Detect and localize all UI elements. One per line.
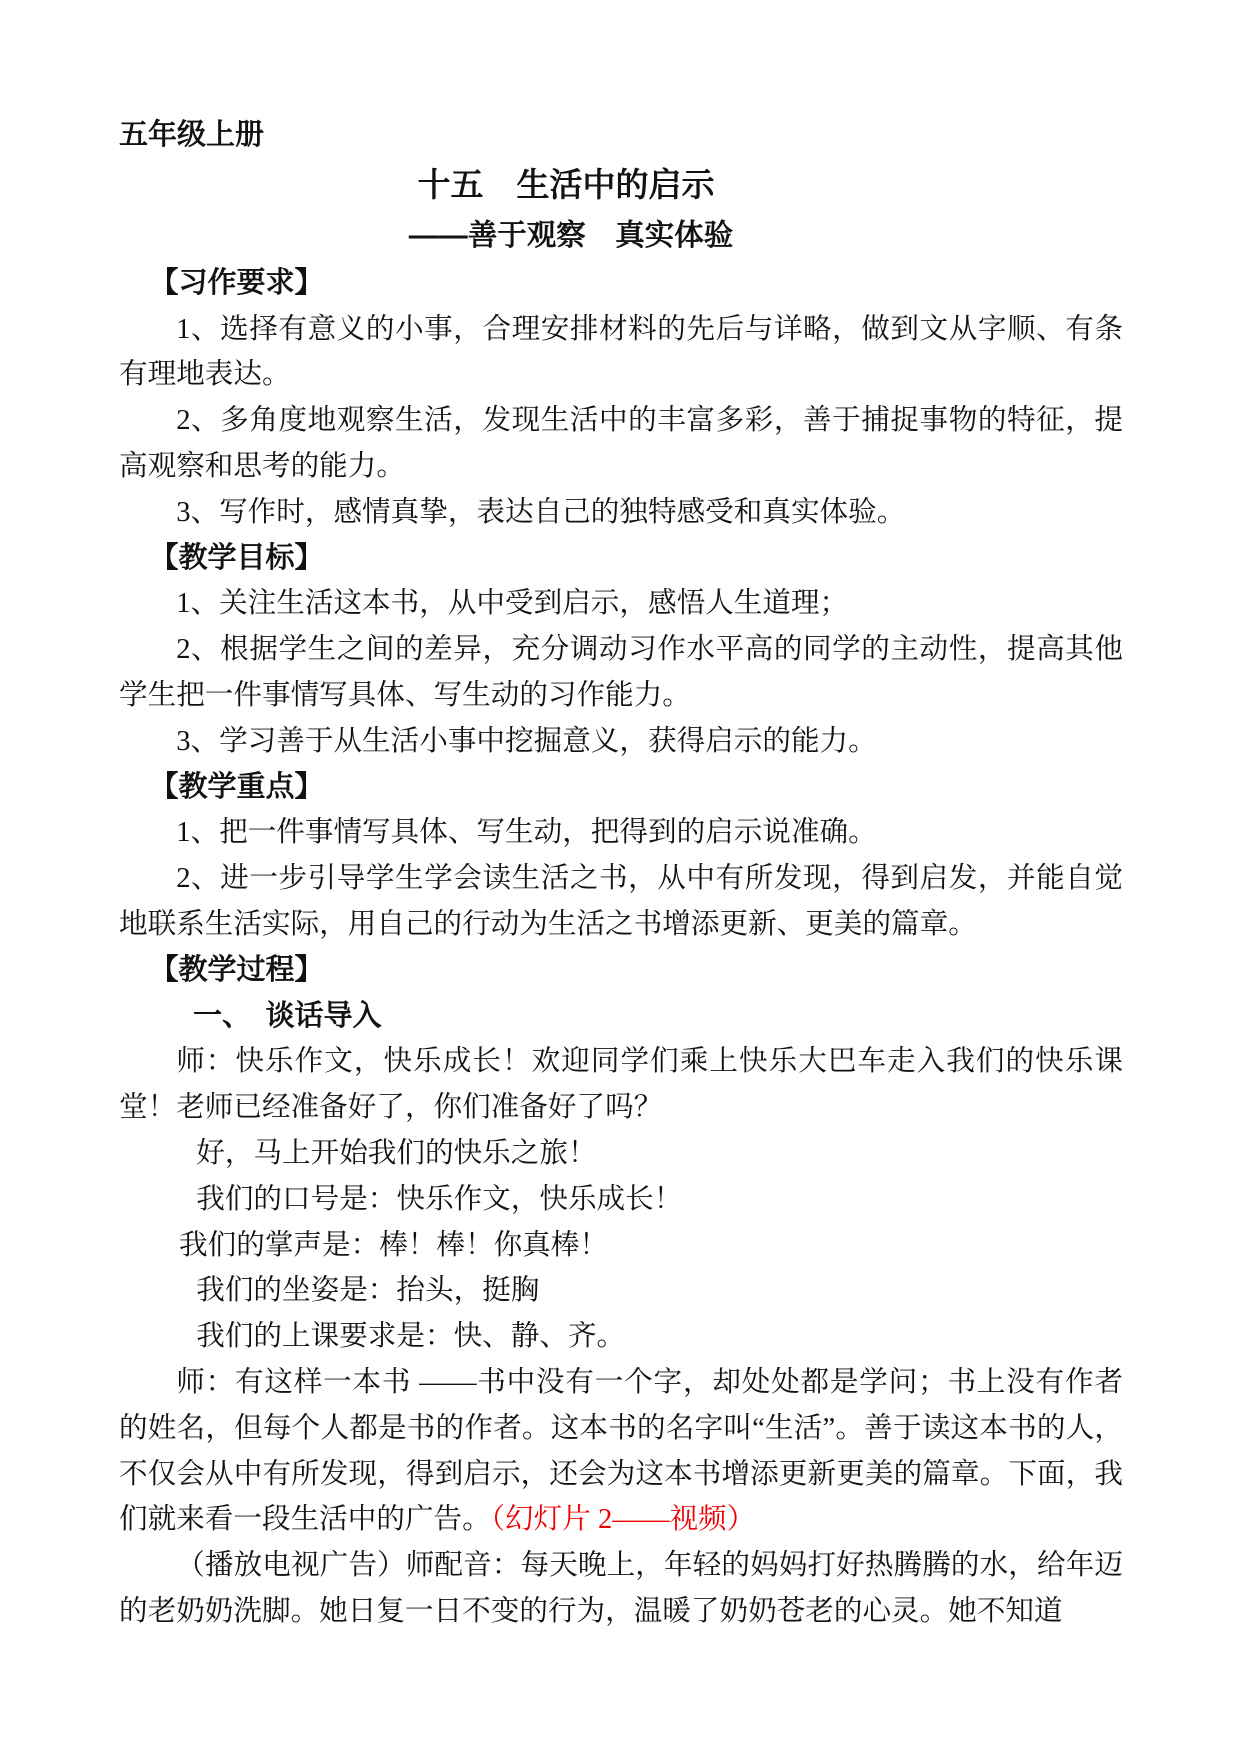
- section-heading-teaching-objectives: 【教学目标】: [149, 541, 324, 574]
- dialogue-line-posture: 我们的坐姿是：抬头，挺胸: [196, 1275, 540, 1307]
- teaching-keypoint-item-2: 2、进一步引导学生学会读生活之书，从中有所发现，得到启发，并能自觉地联系生活实际，用自己的行动为生活之书增添更新、更美的篇章。: [119, 863, 1123, 940]
- section-heading-teaching-process: 【教学过程】: [149, 953, 324, 986]
- dialogue-line-slogan: 我们的口号是：快乐作文，快乐成长！: [196, 1183, 683, 1215]
- teaching-objective-item-2: 2、根据学生之间的差异，充分调动习作水平高的同学的主动性，提高其他学生把一件事情写具体、写生动的习作能力。: [119, 634, 1123, 711]
- section-heading-teaching-keypoints: 【教学重点】: [149, 770, 324, 803]
- grade-label: 五年级上册: [119, 119, 265, 151]
- doc-title: 十五 生活中的启示: [417, 165, 715, 203]
- teaching-objective-item-3: 3、学习善于从生活小事中挖掘意义，获得启示的能力。: [176, 725, 877, 757]
- teacher-opening-line: 师：快乐作文，快乐成长！欢迎同学们乘上快乐大巴车走入我们的快乐课堂！老师已经准备好了，你们准备好了吗？: [119, 1046, 1123, 1124]
- slide-note: （幻灯片 2——视频）: [490, 1504, 756, 1536]
- writing-requirement-item-3: 3、写作时，感情真挚，表达自己的独特感受和真实体验。: [176, 496, 906, 528]
- teaching-keypoint-item-1: 1、把一件事情写具体、写生动，把得到的启示说准确。: [176, 817, 877, 849]
- step-title-talk-introduction: 一、 谈话导入: [192, 999, 382, 1032]
- writing-requirement-item-2: 2、多角度地观察生活，发现生活中的丰富多彩，善于捕捉事物的特征，提高观察和思考的能力。: [119, 405, 1123, 482]
- doc-subtitle: ——善于观察 真实体验: [408, 218, 734, 252]
- book-intro-paragraph: [119, 1360, 1123, 1543]
- teaching-objective-item-1: 1、关注生活这本书，从中受到启示，感悟人生道理；: [176, 588, 849, 620]
- dialogue-line-class-rules: 我们的上课要求是：快、静、齐。: [196, 1321, 626, 1353]
- dialogue-line-start-journey: 好，马上开始我们的快乐之旅！: [196, 1137, 597, 1169]
- ad-paragraph: （播放电视广告）师配音：每天晚上，年轻的妈妈打好热腾腾的水，给年迈的老奶奶洗脚。她日复一日不变的行为，温暖了奶奶苍老的心灵。她不知道: [119, 1550, 1123, 1627]
- section-heading-writing-requirements: 【习作要求】: [149, 266, 324, 299]
- writing-requirement-item-1: 1、选择有意义的小事，合理安排材料的先后与详略，做到文从字顺、有条有理地表达。: [119, 313, 1123, 391]
- book-intro-text: 师：有这样一本书 ——书中没有一个字，却处处都是学问；书上没有作者的姓名，但每个人都是书的作者。这本书的名字叫“生活”。善于读这本书的人，不仅会从中有所发现，得到启示，还会为这本书增添更新更美的篇章。下面，我们就来看一段生活中的广告。: [119, 1366, 1123, 1536]
- dialogue-line-applause: 我们的掌声是：棒！棒！你真棒！: [179, 1229, 608, 1261]
